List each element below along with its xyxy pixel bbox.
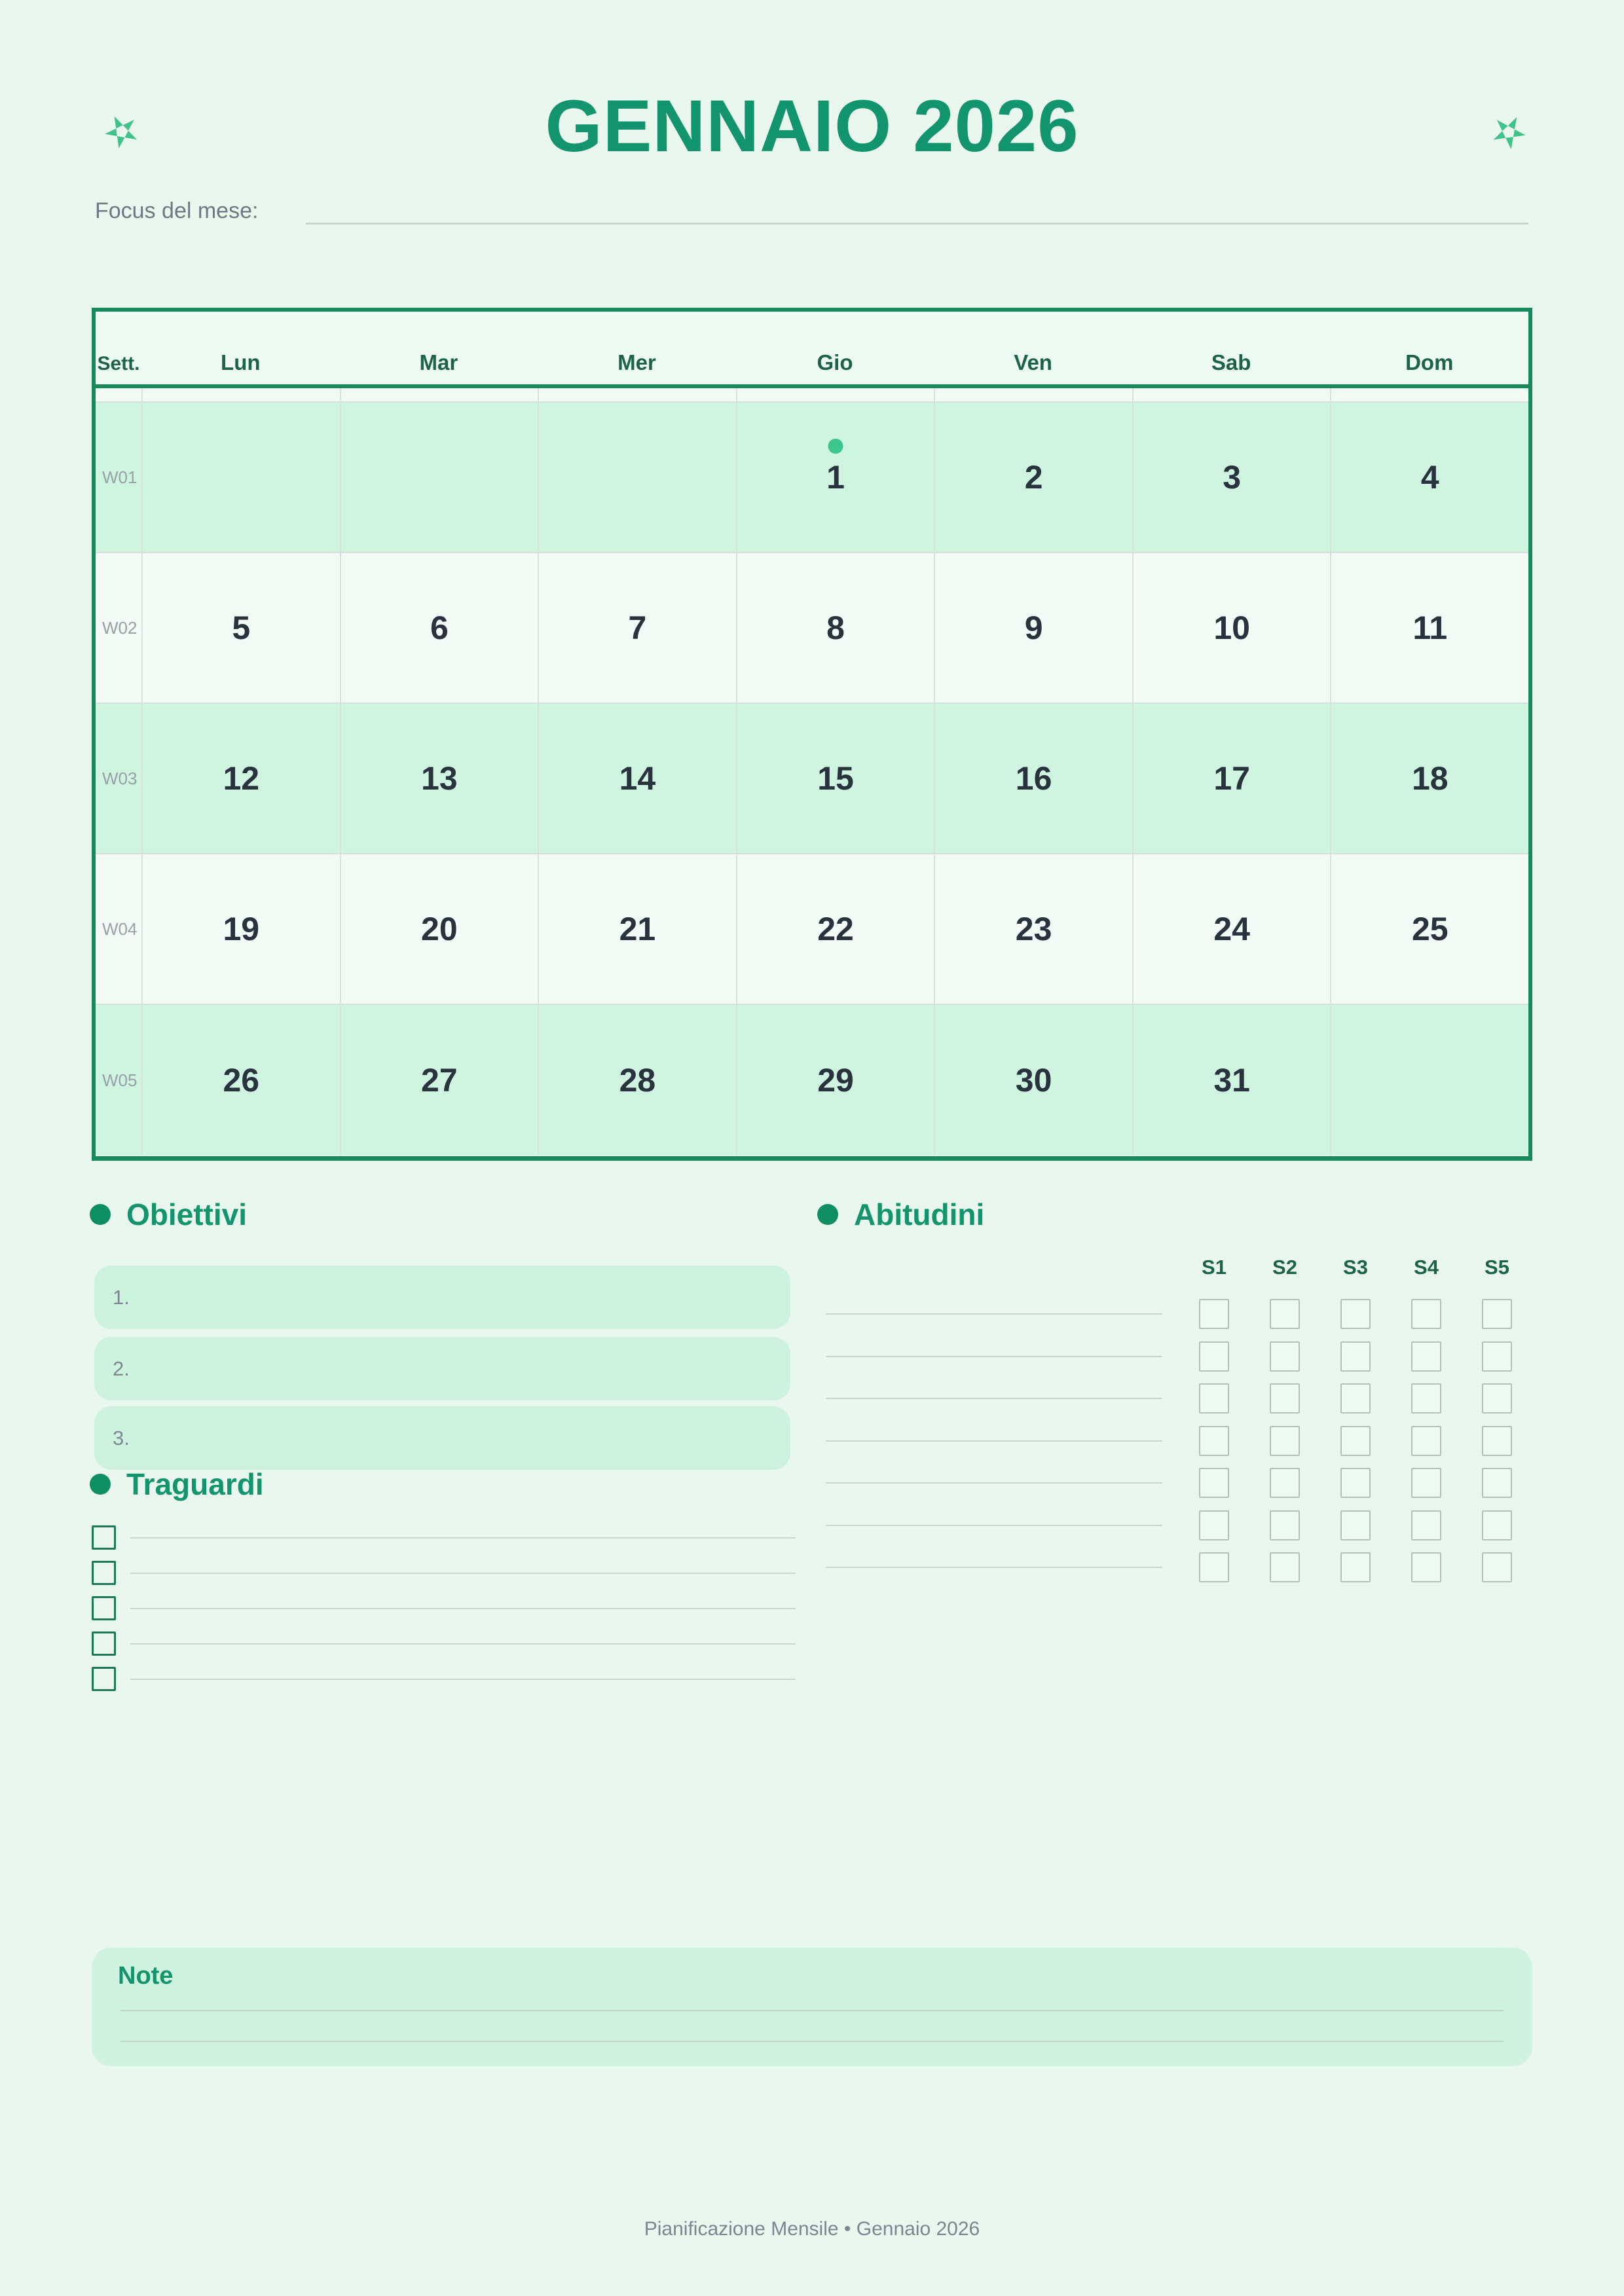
page-footer: Pianificazione Mensile • Gennaio 2026: [644, 2218, 980, 2240]
day-header-lun: Lun: [221, 350, 261, 374]
habit-checkbox[interactable]: [1270, 1299, 1300, 1329]
milestone-checkbox[interactable]: [92, 1631, 116, 1656]
week-number-label: W03: [102, 768, 138, 788]
milestones-title: Traguardi: [126, 1467, 264, 1501]
notes-box: [92, 1948, 1532, 2066]
day-cell[interactable]: 19: [141, 854, 340, 1004]
habit-name-line[interactable]: [826, 1398, 1162, 1440]
day-header-mer: Mer: [618, 350, 656, 374]
milestone-row: [92, 1667, 796, 1691]
objective-input-2[interactable]: [94, 1337, 790, 1400]
day-cell[interactable]: 20: [340, 854, 538, 1004]
habit-checkbox[interactable]: [1411, 1552, 1441, 1582]
habit-name-line[interactable]: [826, 1482, 1162, 1525]
day-cell[interactable]: 5: [141, 553, 340, 702]
bullet-dot-icon: [90, 1204, 111, 1225]
day-cell[interactable]: 9: [934, 553, 1132, 702]
milestone-row: [92, 1561, 796, 1585]
day-cell[interactable]: 28: [538, 1005, 736, 1156]
day-cell[interactable]: [1330, 1005, 1528, 1156]
day-cell[interactable]: 12: [141, 704, 340, 853]
focus-input-line[interactable]: [306, 223, 1528, 225]
day-header-sab: Sab: [1211, 350, 1251, 374]
milestone-row: [92, 1631, 796, 1656]
habit-checkbox[interactable]: [1199, 1552, 1229, 1582]
habit-checkbox[interactable]: [1340, 1468, 1371, 1498]
habits-title: Abitudini: [854, 1197, 985, 1231]
day-header-gio: Gio: [817, 350, 853, 374]
note-line[interactable]: [120, 2010, 1504, 2011]
calendar-week-row-w03: [96, 704, 1528, 854]
milestone-checkbox[interactable]: [92, 1561, 116, 1585]
habit-checkbox[interactable]: [1340, 1426, 1371, 1456]
habit-checkbox[interactable]: [1411, 1426, 1441, 1456]
week-column-header: Sett.: [97, 353, 140, 374]
day-cell[interactable]: 29: [736, 1005, 934, 1156]
milestone-row: [92, 1525, 796, 1550]
habit-week-label: S2: [1272, 1256, 1297, 1279]
day-cell[interactable]: 4: [1330, 403, 1528, 552]
day-cell[interactable]: 15: [736, 704, 934, 853]
habit-checkbox[interactable]: [1482, 1341, 1512, 1372]
habit-checkbox[interactable]: [1270, 1510, 1300, 1540]
week-number-label: W02: [102, 617, 138, 638]
day-cell[interactable]: [538, 403, 736, 552]
habit-checkbox-grid: [1179, 1299, 1532, 1595]
milestone-line[interactable]: [130, 1679, 796, 1680]
day-cell[interactable]: 30: [934, 1005, 1132, 1156]
habit-checkbox[interactable]: [1199, 1426, 1229, 1456]
habit-checkbox[interactable]: [1199, 1383, 1229, 1413]
habit-checkbox[interactable]: [1411, 1383, 1441, 1413]
day-cell[interactable]: 27: [340, 1005, 538, 1156]
habit-checkbox[interactable]: [1482, 1426, 1512, 1456]
page-title: GENNAIO 2026: [545, 85, 1079, 167]
day-cell[interactable]: 31: [1132, 1005, 1331, 1156]
habit-checkbox[interactable]: [1411, 1510, 1441, 1540]
milestone-line[interactable]: [130, 1643, 796, 1645]
day-cell[interactable]: [340, 403, 538, 552]
habits-section-header: [817, 1197, 984, 1232]
day-cell[interactable]: 13: [340, 704, 538, 853]
habit-name-line[interactable]: [826, 1525, 1162, 1567]
calendar-week-row-w01: [96, 403, 1528, 553]
day-header-dom: Dom: [1405, 350, 1454, 374]
focus-label: Focus del mese:: [95, 198, 259, 223]
milestone-line[interactable]: [130, 1608, 796, 1609]
habit-checkbox[interactable]: [1482, 1468, 1512, 1498]
calendar-week-row-w04: [96, 854, 1528, 1005]
habit-checkbox[interactable]: [1411, 1299, 1441, 1329]
day-cell[interactable]: 14: [538, 704, 736, 853]
habit-week-label: S4: [1414, 1256, 1439, 1279]
habit-name-line[interactable]: [826, 1356, 1162, 1398]
day-header-ven: Ven: [1014, 350, 1052, 374]
day-cell[interactable]: 16: [934, 704, 1132, 853]
habit-checkbox[interactable]: [1199, 1341, 1229, 1372]
calendar-week-row-w05: [96, 1005, 1528, 1156]
day-cell[interactable]: [141, 403, 340, 552]
day-cell[interactable]: 6: [340, 553, 538, 702]
habit-checkbox[interactable]: [1411, 1468, 1441, 1498]
milestone-list: [92, 1525, 796, 1702]
habit-week-label: S1: [1202, 1256, 1227, 1279]
habit-checkbox[interactable]: [1340, 1341, 1371, 1372]
bullet-dot-icon: [817, 1204, 838, 1225]
day-cell[interactable]: 11: [1330, 553, 1528, 702]
habit-checkbox[interactable]: [1199, 1468, 1229, 1498]
habit-checkbox[interactable]: [1270, 1552, 1300, 1582]
objective-input-1[interactable]: [94, 1266, 790, 1329]
habit-checkbox[interactable]: [1270, 1383, 1300, 1413]
milestone-checkbox[interactable]: [92, 1596, 116, 1620]
day-number: 1: [826, 459, 845, 496]
calendar-table: [92, 308, 1532, 1161]
objective-number: 3.: [113, 1426, 130, 1449]
day-cell[interactable]: 23: [934, 854, 1132, 1004]
habit-checkbox[interactable]: [1411, 1341, 1441, 1372]
notes-title: Note: [118, 1962, 174, 1990]
event-dot: [828, 439, 843, 454]
day-cell[interactable]: 3: [1132, 403, 1331, 552]
habit-checkbox[interactable]: [1270, 1468, 1300, 1498]
day-cell[interactable]: 7: [538, 553, 736, 702]
day-cell[interactable]: 25: [1330, 854, 1528, 1004]
note-line[interactable]: [120, 2041, 1504, 2042]
week-number-label: W05: [102, 1070, 138, 1090]
habit-week-label: S3: [1343, 1256, 1368, 1279]
calendar-week-row-w02: [96, 553, 1528, 704]
milestone-checkbox[interactable]: [92, 1667, 116, 1691]
habit-checkbox[interactable]: [1482, 1510, 1512, 1540]
habit-checkbox[interactable]: [1482, 1383, 1512, 1413]
habit-name-line[interactable]: [826, 1567, 1162, 1609]
habit-checkbox[interactable]: [1199, 1510, 1229, 1540]
calendar-spacer-row: [96, 388, 1528, 403]
habit-week-labels: [1179, 1256, 1532, 1279]
habit-name-line[interactable]: [826, 1313, 1162, 1356]
day-header-mar: Mar: [419, 350, 458, 374]
habit-week-label: S5: [1485, 1256, 1509, 1279]
day-cell[interactable]: 17: [1132, 704, 1331, 853]
day-cell[interactable]: 2: [934, 403, 1132, 552]
habit-checkbox[interactable]: [1340, 1510, 1371, 1540]
milestones-section-header: [90, 1467, 264, 1502]
habit-checkbox[interactable]: [1340, 1299, 1371, 1329]
habit-name-lines: [826, 1313, 1162, 1609]
milestone-line[interactable]: [130, 1537, 796, 1539]
habit-checkbox[interactable]: [1340, 1552, 1371, 1582]
habit-checkbox[interactable]: [1340, 1383, 1371, 1413]
milestone-line[interactable]: [130, 1573, 796, 1574]
bullet-dot-icon: [90, 1474, 111, 1495]
calendar-header-row: [96, 312, 1528, 388]
habit-checkbox[interactable]: [1482, 1299, 1512, 1329]
objective-number: 1.: [113, 1285, 130, 1309]
habit-checkbox[interactable]: [1270, 1426, 1300, 1456]
day-cell[interactable]: 22: [736, 854, 934, 1004]
day-cell[interactable]: 10: [1132, 553, 1331, 702]
milestone-checkbox[interactable]: [92, 1525, 116, 1550]
habit-checkbox[interactable]: [1482, 1552, 1512, 1582]
day-cell[interactable]: 8: [736, 553, 934, 702]
objectives-section-header: [90, 1197, 247, 1232]
objective-input-3[interactable]: [94, 1406, 790, 1470]
objective-number: 2.: [113, 1357, 130, 1380]
day-cell[interactable]: 26: [141, 1005, 340, 1156]
week-number-label: W01: [102, 467, 138, 487]
day-cell[interactable]: 24: [1132, 854, 1331, 1004]
habit-checkbox[interactable]: [1199, 1299, 1229, 1329]
day-cell[interactable]: 21: [538, 854, 736, 1004]
habit-name-line[interactable]: [826, 1440, 1162, 1483]
milestone-row: [92, 1596, 796, 1620]
day-cell[interactable]: 18: [1330, 704, 1528, 853]
objectives-title: Obiettivi: [126, 1197, 248, 1231]
week-number-label: W04: [102, 919, 138, 939]
habit-checkbox[interactable]: [1270, 1341, 1300, 1372]
day-cell-jan-1[interactable]: [736, 403, 934, 552]
